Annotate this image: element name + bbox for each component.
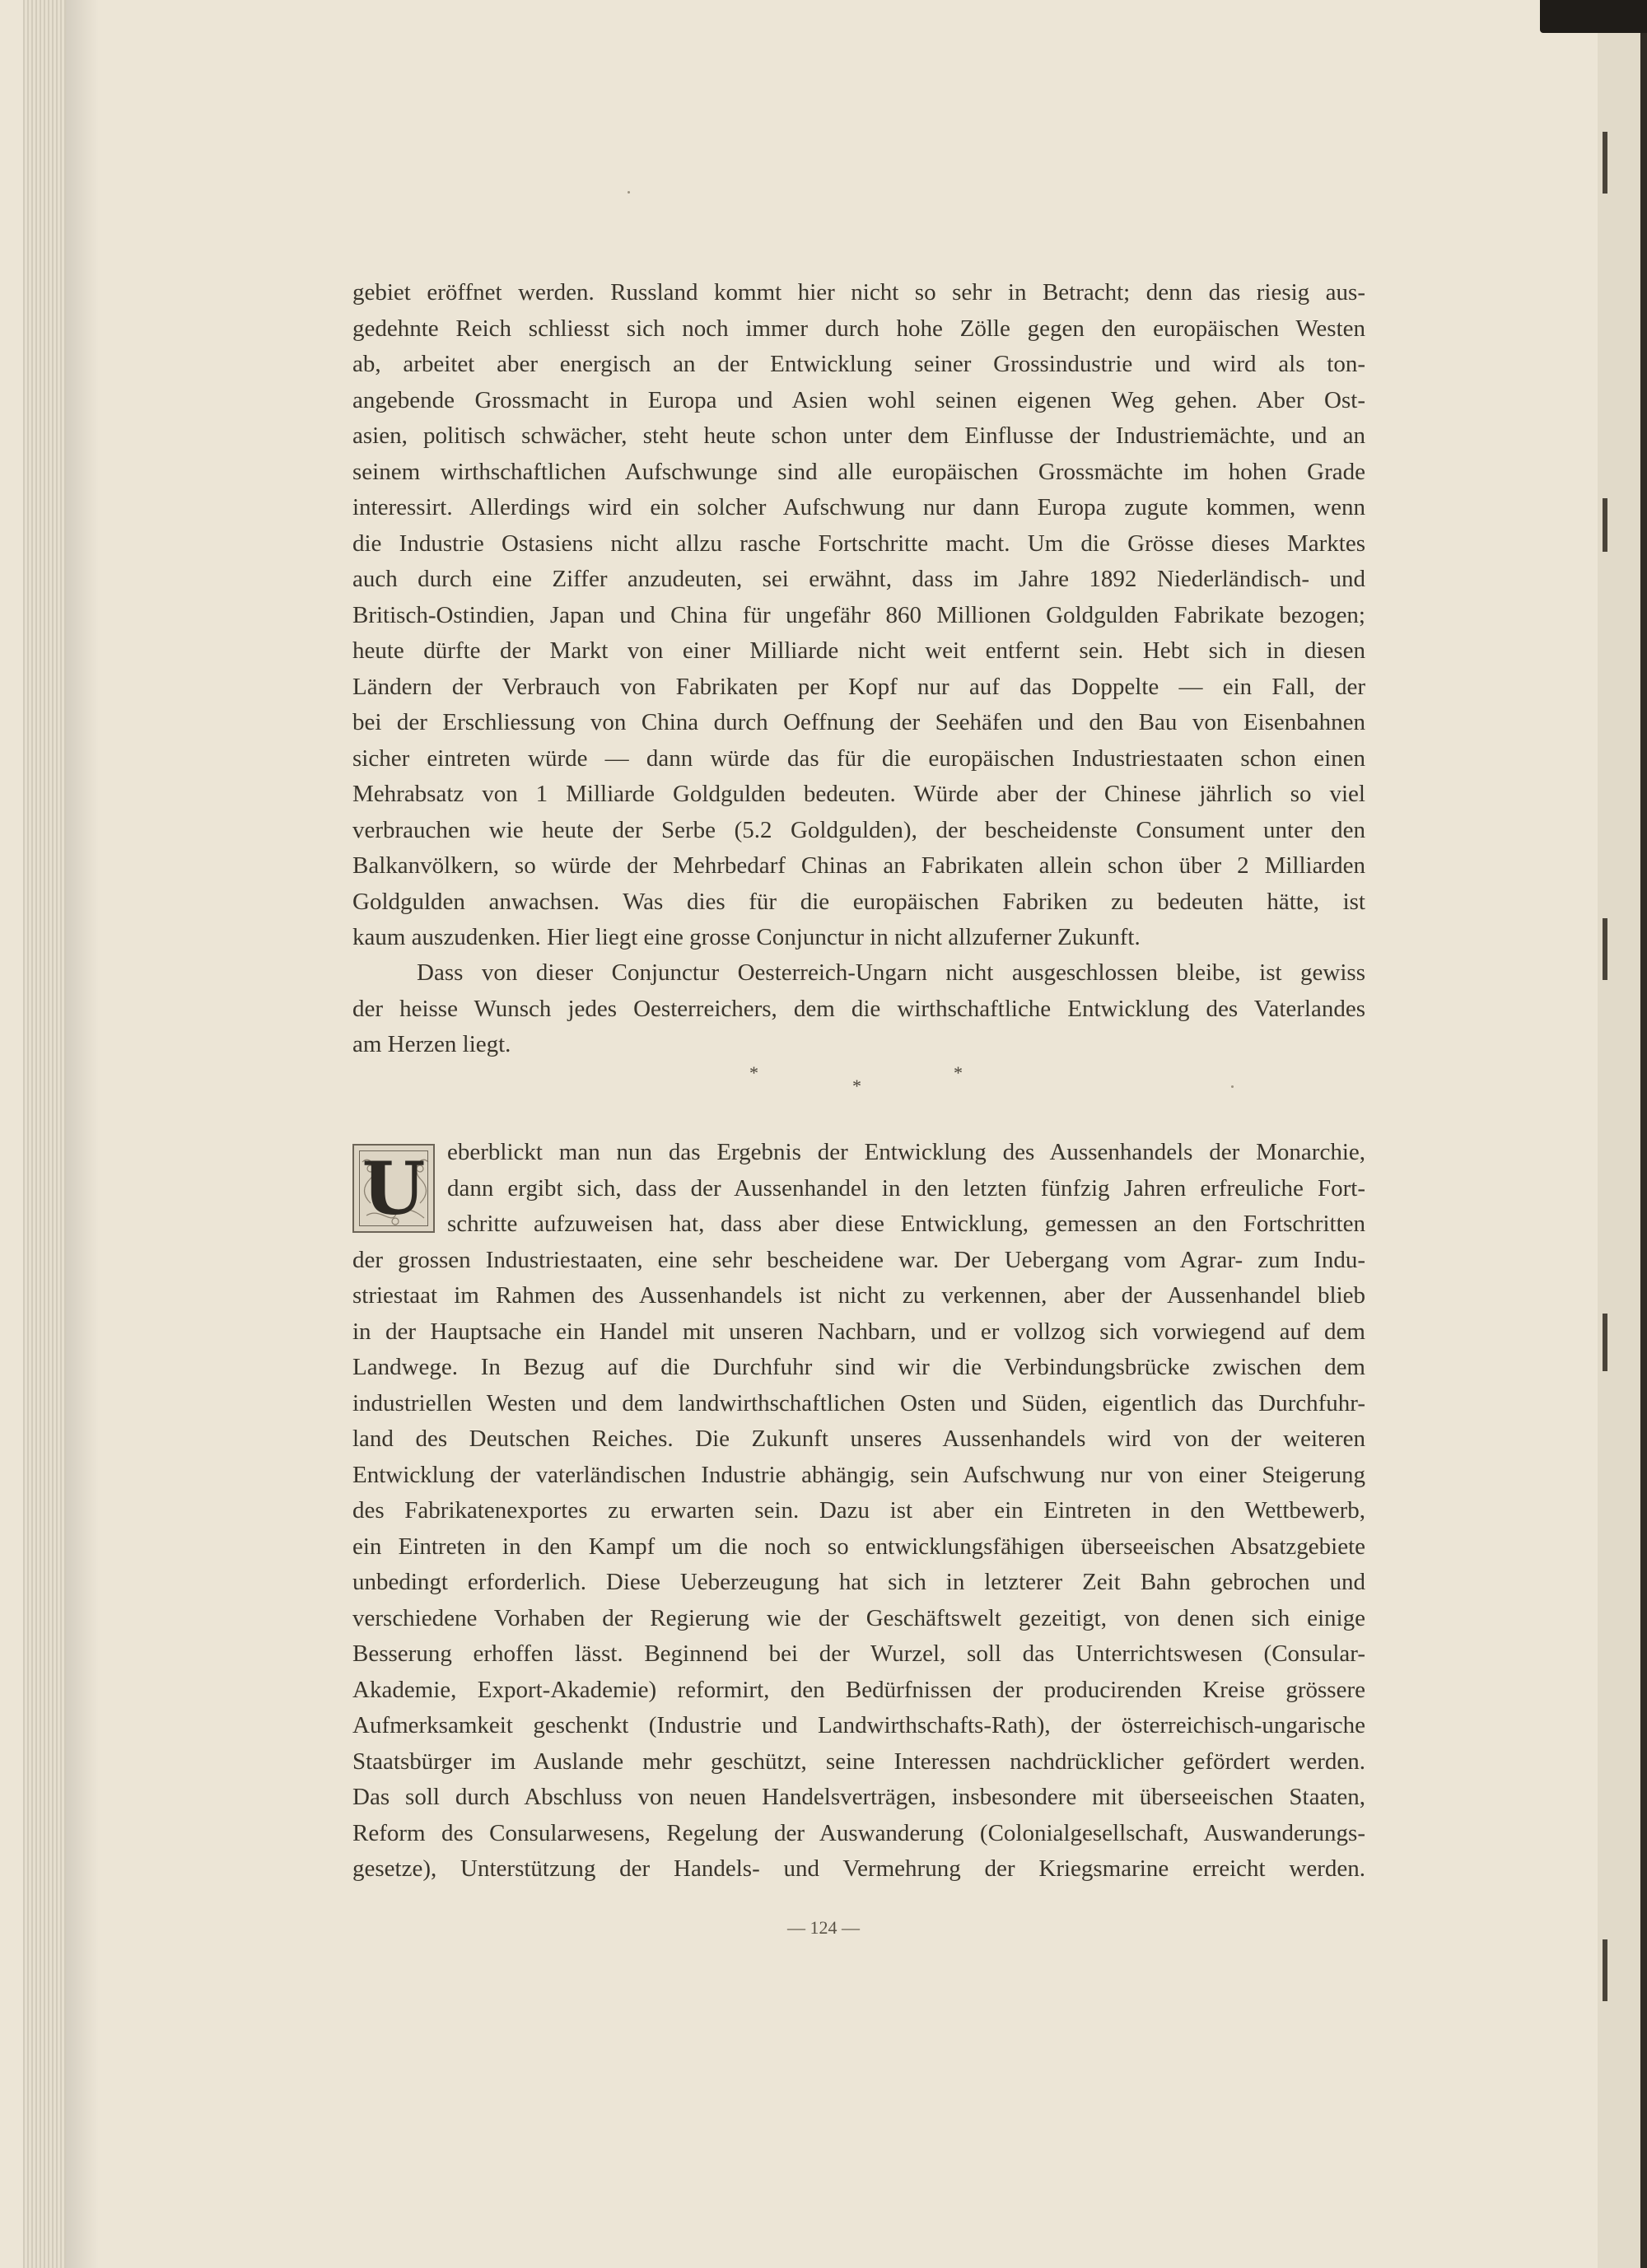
text-line: gedehnte Reich schliesst sich noch immer durch hohe Zölle gegen den europäischen Westen (352, 315, 1365, 342)
paper-speck (628, 191, 630, 194)
text-line: asien, politisch schwächer, steht heute schon unter dem Einflusse der Industriemächte, und an (352, 422, 1365, 449)
text-line: der grossen Industriestaaten, eine sehr bescheidene war. Der Uebergang vom Agrar- zum Indu- (352, 1246, 1365, 1273)
text-line: verschiedene Vorhaben der Regierung wie der Geschäftswelt gezeitigt, von denen sich einige (352, 1604, 1365, 1631)
text-line: angebende Grossmacht in Europa und Asien wohl seinen eigenen Weg gehen. Aber Ost- (352, 386, 1365, 413)
text-line: schritte aufzuweisen hat, dass aber diese Entwicklung, gemessen an den Fortschritten (447, 1211, 1365, 1237)
text-line: bei der Erschliessung von China durch Oeffnung der Seehäfen und den Bau von Eisenbahnen (352, 709, 1365, 735)
text-line: ein Eintreten in den Kampf um die noch so entwicklungsfähigen überseeischen Absatzgebiete (352, 1533, 1365, 1560)
paragraph-2 (352, 955, 1365, 1063)
text-line: Besserung erhoffen lässt. Beginnend bei der Wurzel, soll das Unterrichtswesen (Consular- (352, 1640, 1365, 1667)
text-line: des Fabrikatenexportes zu erwarten sein. Dazu ist aber ein Eintreten in den Wettbewerb, (352, 1497, 1365, 1524)
text-line: gebiet eröffnet werden. Russland kommt hier nicht so sehr in Betracht; denn das riesig aus- (352, 279, 1365, 306)
text-line: Britisch-Ostindien, Japan und China für ungefähr 860 Millionen Goldgulden Fabrikate bezogen; (352, 601, 1365, 628)
separator-star: * (749, 1062, 758, 1083)
paragraph-1 (352, 275, 1365, 956)
text-line: eberblickt man nun das Ergebnis der Entwicklung des Aussenhandels der Monarchie, (447, 1139, 1365, 1165)
text-line: die Industrie Ostasiens nicht allzu rasche Fortschritte macht. Um die Grösse dieses Marktes (352, 530, 1365, 557)
drop-cap-letter: U (362, 1146, 426, 1231)
text-line: interessirt. Allerdings wird ein solcher Aufschwung nur dann Europa zugute kommen, wenn (352, 494, 1365, 520)
paragraph-3 (352, 1135, 1365, 1888)
text-line: gesetze), Unterstützung der Handels- und Vermehrung der Kriegsmarine erreicht werden. (352, 1855, 1365, 1882)
separator-star: * (954, 1062, 963, 1083)
text-line: Goldgulden anwachsen. Was dies für die europäischen Fabriken zu bedeuten hätte, ist (352, 888, 1365, 915)
text-line: Landwege. In Bezug auf die Durchfuhr sind wir die Verbindungsbrücke zwischen dem (352, 1354, 1365, 1380)
text-line: dann ergibt sich, dass der Aussenhandel in den letzten fünfzig Jahren erfreuliche Fort- (447, 1174, 1365, 1202)
text-line: Aufmerksamkeit geschenkt (Industrie und Landwirthschafts-Rath), der österreichisch-ungarische (352, 1712, 1365, 1738)
text-line: heute dürfte der Markt von einer Milliarde nicht weit entfernt sein. Hebt sich in diesen (352, 637, 1365, 664)
paper-speck (1231, 1085, 1234, 1088)
text-line: verbrauchen wie heute der Serbe (5.2 Goldgulden), der bescheidenste Consument unter den (352, 816, 1365, 843)
text-line: Ländern der Verbrauch von Fabrikaten per Kopf nur auf das Doppelte — ein Fall, der (352, 673, 1365, 700)
page-number: — 124 — (787, 1917, 860, 1938)
text-line: land des Deutschen Reiches. Die Zukunft unseres Aussenhandels wird von der weiteren (352, 1426, 1365, 1452)
text-line: auch durch eine Ziffer anzudeuten, sei erwähnt, dass im Jahre 1892 Niederländisch- und (352, 566, 1365, 592)
text-line: unbedingt erforderlich. Diese Ueberzeugung hat sich in letzterer Zeit Bahn gebrochen und (352, 1569, 1365, 1595)
text-line: Balkanvölkern, so würde der Mehrbedarf Chinas an Fabrikaten allein schon über 2 Milliarden (352, 852, 1365, 879)
text-line: Entwicklung der vaterländischen Industrie abhängig, sein Aufschwung nur von einer Steigerung (352, 1461, 1365, 1488)
text-line: Mehrabsatz von 1 Milliarde Goldgulden bedeuten. Würde aber der Chinese jährlich so viel (352, 781, 1365, 807)
text-line: kaum auszudenken. Hier liegt eine grosse Conjunctur in nicht allzuferner Zukunft. (352, 924, 1141, 950)
separator-star: * (852, 1076, 861, 1096)
text-line: Dass von dieser Conjunctur Oesterreich-Ungarn nicht ausgeschlossen bleibe, ist gewiss (417, 959, 1365, 986)
text-line: seinem wirthschaftlichen Aufschwunge sind alle europäischen Grossmächte im hohen Grade (352, 458, 1365, 485)
text-line: Akademie, Export-Akademie) reformirt, den Bedürfnissen der producirenden Kreise grössere (352, 1676, 1365, 1703)
text-line: Das soll durch Abschluss von neuen Handelsverträgen, insbesondere mit überseeischen Staaten, (352, 1784, 1365, 1810)
binding-corner (1540, 0, 1647, 33)
text-line: sicher eintreten würde — dann würde das für die europäischen Industriestaaten schon einen (352, 744, 1365, 772)
text-line: striestaat im Rahmen des Aussenhandels ist nicht zu verkennen, aber der Aussenhandel blieb (352, 1282, 1365, 1309)
text-line: industriellen Westen und dem landwirthschaftlichen Osten und Süden, eigentlich das Durchfuhr- (352, 1389, 1365, 1416)
text-line: ab, arbeitet aber energisch an der Entwicklung seiner Grossindustrie und wird als ton- (352, 351, 1365, 377)
text-line: der heisse Wunsch jedes Oesterreichers, dem die wirthschaftliche Entwicklung des Vaterlandes (352, 995, 1365, 1022)
text-line: Staatsbürger im Auslande mehr geschützt, seine Interessen nachdrücklicher gefördert werden. (352, 1748, 1365, 1775)
text-line: Reform des Consularwesens, Regelung der Auswanderung (Colonialgesellschaft, Auswanderungs- (352, 1819, 1365, 1846)
text-line: am Herzen liegt. (352, 1031, 511, 1057)
text-line: in der Hauptsache ein Handel mit unseren Nachbarn, und er vollzog sich vorwiegend auf dem (352, 1318, 1365, 1345)
